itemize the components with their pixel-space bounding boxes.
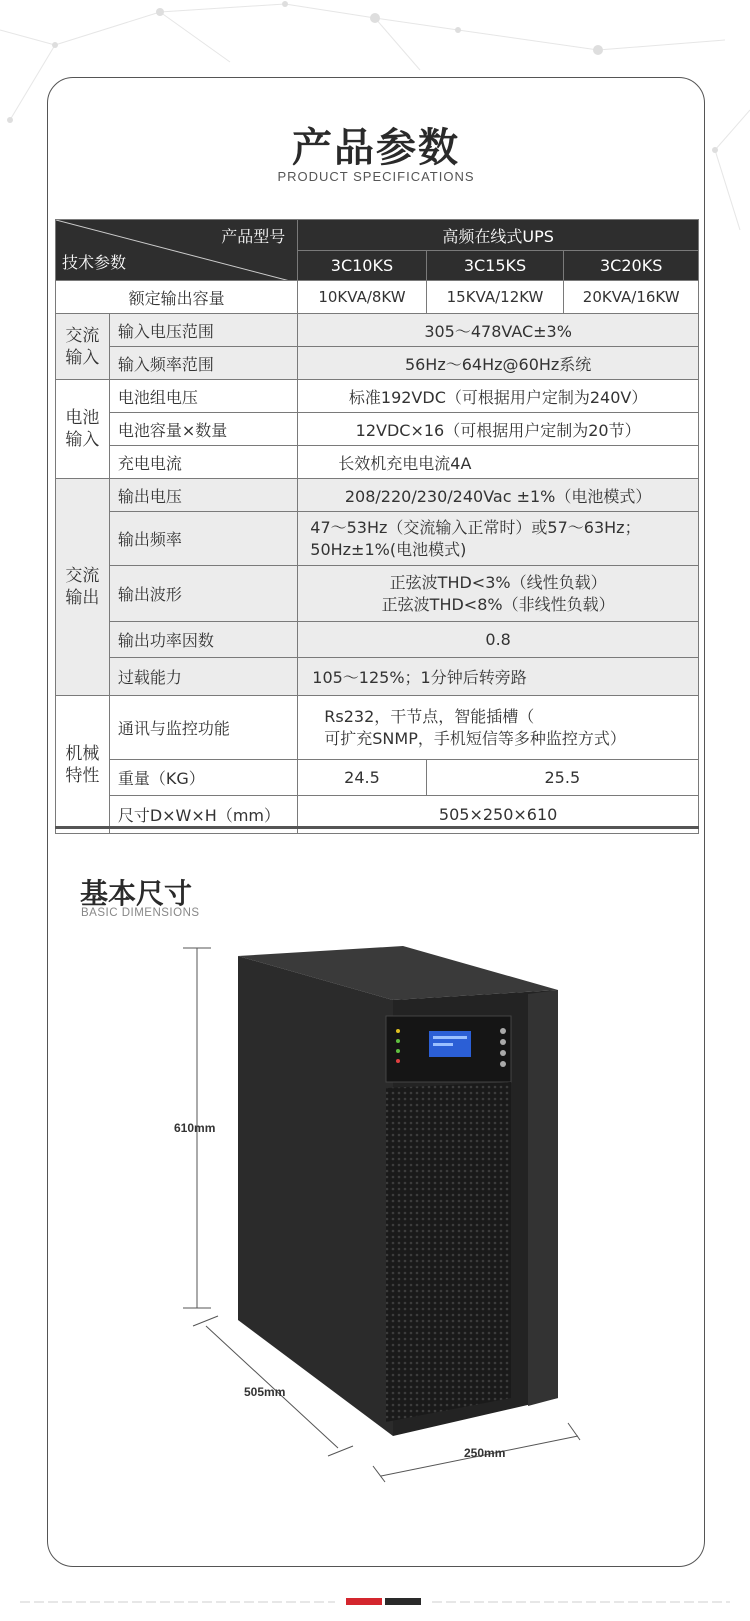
communication-row xyxy=(56,696,699,760)
output-waveform-value xyxy=(298,566,699,622)
group-ac-input: 交流输入 xyxy=(56,314,110,380)
output-waveform-row xyxy=(56,566,699,622)
output-frequency-row xyxy=(56,512,699,566)
weight-15k-20k: 25.5 xyxy=(426,760,698,796)
table-bottom-rule xyxy=(55,826,699,829)
diagonal-header-cell xyxy=(56,220,298,281)
battery-capacity-label: 电池容量×数量 xyxy=(109,413,297,446)
battery-voltage-value: 标准192VDC（可根据用户定制为240V） xyxy=(298,380,699,413)
width-label: 250mm xyxy=(464,1446,506,1460)
charge-current-label: 充电电流 xyxy=(109,446,297,479)
model-3c20ks: 3C20KS xyxy=(564,251,699,281)
weight-row xyxy=(56,760,699,796)
output-frequency-line-2: 50Hz±1%(电池模式) xyxy=(310,539,467,559)
power-factor-row xyxy=(56,622,699,658)
rated-capacity-20k: 20KVA/16KW xyxy=(564,281,699,314)
model-3c15ks: 3C15KS xyxy=(426,251,564,281)
product-name: 高频在线式UPS xyxy=(298,220,699,251)
bottom-accent-bar xyxy=(0,1598,750,1606)
output-waveform-label: 输出波形 xyxy=(109,566,297,622)
battery-voltage-row xyxy=(56,380,699,413)
overload-row xyxy=(56,658,699,696)
battery-capacity-row xyxy=(56,413,699,446)
charge-current-value: 长效机充电电流4A xyxy=(298,446,699,479)
power-factor-value: 0.8 xyxy=(298,622,699,658)
group-battery-input: 电池输入 xyxy=(56,380,110,479)
page-title: 产品参数 xyxy=(292,125,460,171)
rated-capacity-15k: 15KVA/12KW xyxy=(426,281,564,314)
model-3c10ks: 3C10KS xyxy=(298,251,426,281)
communication-line-1: Rs232，干节点，智能插槽（ xyxy=(324,706,535,726)
input-voltage-row xyxy=(56,314,699,347)
input-voltage-label: 输入电压范围 xyxy=(109,314,297,347)
power-factor-label: 输出功率因数 xyxy=(109,622,297,658)
input-frequency-label: 输入频率范围 xyxy=(109,347,297,380)
header-row-1 xyxy=(56,220,699,251)
battery-capacity-value: 12VDC×16（可根据用户定制为20节） xyxy=(298,413,699,446)
output-frequency-line-1: 47～53Hz（交流输入正常时）或57～63Hz； xyxy=(310,517,641,537)
spec-card xyxy=(47,77,705,1567)
weight-10k: 24.5 xyxy=(298,760,426,796)
size-label: 尺寸D×W×H（mm） xyxy=(109,796,297,834)
dimensions-subtitle: BASIC DIMENSIONS xyxy=(81,907,200,919)
weight-label: 重量（KG） xyxy=(109,760,297,796)
tech-label: 技术参数 xyxy=(62,253,127,272)
size-value: 505×250×610 xyxy=(298,796,699,834)
input-voltage-value: 305～478VAC±3% xyxy=(298,314,699,347)
output-waveform-line-1: 正弦波THD<3%（线性负载） xyxy=(389,572,607,592)
output-frequency-value xyxy=(298,512,699,566)
input-frequency-value: 56Hz～64Hz@60Hz系统 xyxy=(298,347,699,380)
rated-capacity-label: 额定输出容量 xyxy=(56,281,298,314)
output-waveform-line-2: 正弦波THD<8%（非线性负载） xyxy=(381,594,615,614)
communication-value xyxy=(298,696,699,760)
output-frequency-label: 输出频率 xyxy=(109,512,297,566)
rated-capacity-row xyxy=(56,281,699,314)
rated-capacity-10k: 10KVA/8KW xyxy=(298,281,426,314)
battery-voltage-label: 电池组电压 xyxy=(109,380,297,413)
ups-cabinet xyxy=(238,946,558,1436)
output-voltage-value: 208/220/230/240Vac ±1%（电池模式） xyxy=(298,479,699,512)
dimensions-title: 基本尺寸 xyxy=(80,877,193,910)
overload-label: 过载能力 xyxy=(109,658,297,696)
group-mechanical: 机械特性 xyxy=(56,696,110,834)
communication-line-2: 可扩充SNMP，手机短信等多种监控方式） xyxy=(324,728,626,748)
overload-value: 105～125%；1分钟后转旁路 xyxy=(298,658,699,696)
depth-label: 505mm xyxy=(244,1385,286,1399)
output-voltage-label: 输出电压 xyxy=(109,479,297,512)
charge-current-row xyxy=(56,446,699,479)
ups-illustration xyxy=(48,928,704,1567)
model-label: 产品型号 xyxy=(221,227,286,246)
input-frequency-row xyxy=(56,347,699,380)
group-ac-output: 交流输出 xyxy=(56,479,110,696)
output-voltage-row xyxy=(56,479,699,512)
page-subtitle: PRODUCT SPECIFICATIONS xyxy=(277,169,475,184)
communication-label: 通讯与监控功能 xyxy=(109,696,297,760)
height-label: 610mm xyxy=(174,1121,216,1135)
spec-table xyxy=(55,219,699,834)
